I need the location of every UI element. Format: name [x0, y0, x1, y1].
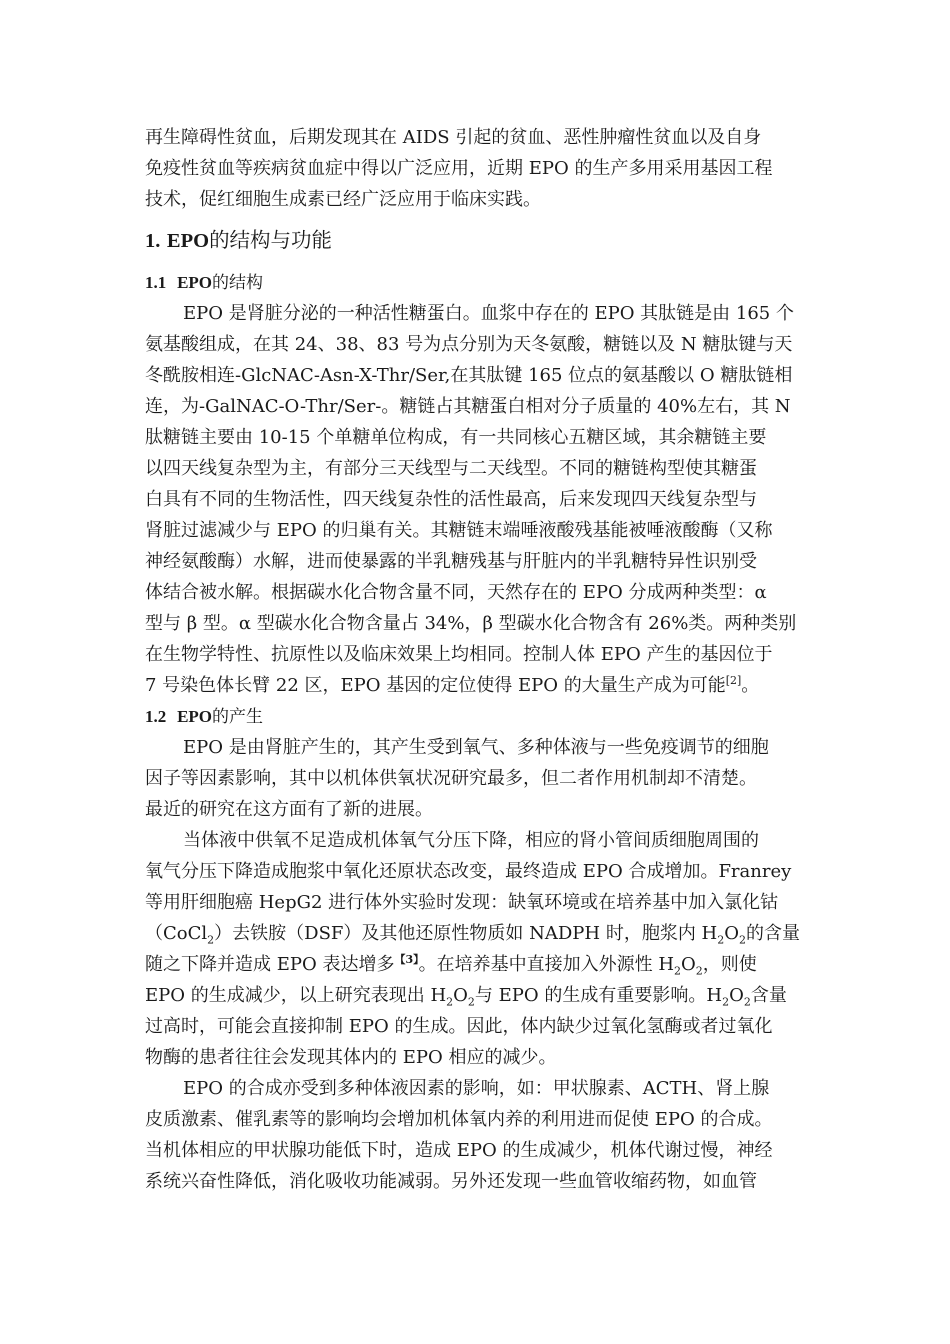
section-number: 1.1 [145, 273, 167, 292]
structure-paragraph [145, 298, 807, 701]
text-line: 皮质激素、催乳素等的影响均会增加机体氧内养的利用进而促使 EPO 的合成。 [145, 1109, 773, 1130]
text-line: 氨基酸组成，在其 24、38、83 号为点分别为天冬氨酸，糖链以及 N 糖肽键与天 [145, 334, 793, 355]
text-line: 过高时，可能会直接抑制 EPO 的生成。因此，体内缺少过氧化氢酶或者过氧化 [145, 1016, 773, 1037]
line-text: 。在培养基中直接加入外源性 H [418, 954, 675, 975]
text-line: 冬酰胺相连-GlcNAC-Asn-X-Thr/Ser,在其肽键 165 位点的氨基酸以 O 糖肽链相 [145, 365, 793, 386]
text-line [145, 918, 807, 949]
line-text: O [681, 954, 696, 975]
line-text: 的含量 [746, 923, 801, 944]
document-page [145, 122, 807, 1197]
text-line: 当体液中供氧不足造成机体氧气分压下降，相应的肾小管间质细胞周围的 [183, 830, 759, 851]
text-line: 以四天线复杂型为主，有部分三天线型与二天线型。不同的糖链构型使其糖蛋 [145, 458, 757, 479]
citation-ref: 【3】 [394, 953, 419, 966]
text-line: 因子等因素影响，其中以机体供氧状况研究最多，但二者作用机制却不清楚。 [145, 768, 757, 789]
subscript: 2 [722, 995, 730, 1009]
subscript: 2 [695, 964, 703, 978]
text-line: EPO 是肾脏分泌的一种活性糖蛋白。血浆中存在的 EPO 其肽链是由 165 个 [183, 303, 794, 324]
line-text: 随之下降并造成 EPO 表达增多 [145, 954, 395, 975]
subscript: 2 [743, 995, 751, 1009]
section-heading-1-1 [145, 267, 807, 298]
intro-paragraph [145, 122, 807, 215]
text-line [145, 670, 807, 701]
line-text: 与 EPO 的生成有重要影响。H [474, 985, 723, 1006]
text-line [145, 980, 807, 1011]
section-title: 的结构与功能 [209, 228, 333, 252]
text-line: 型与 β 型。α 型碳水化合物含量占 34%，β 型碳水化合物含有 26%类。两种类别 [145, 613, 797, 634]
production-paragraph-1 [145, 732, 807, 825]
line-text: EPO 的生成减少，以上研究表现出 H [145, 985, 447, 1006]
section-number: 1. [145, 230, 161, 252]
text-line: 肽糖链主要由 10-15 个单糖单位构成，有一共同核心五糖区域，其余糖链主要 [145, 427, 767, 448]
text-line: EPO 的合成亦受到多种体液因素的影响，如：甲状腺素、ACTH、肾上腺 [183, 1078, 770, 1099]
production-paragraph-3 [145, 1073, 807, 1197]
subscript: 2 [467, 995, 475, 1009]
text-line: 氧气分压下降造成胞浆中氧化还原状态改变，最终造成 EPO 合成增加。Franrey [145, 861, 792, 882]
section-number: 1.2 [145, 707, 167, 726]
text-line: 当机体相应的甲状腺功能低下时，造成 EPO 的生成减少，机体代谢过慢，神经 [145, 1140, 773, 1161]
text-line: 在生物学特性、抗原性以及临床效果上均相同。控制人体 EPO 产生的基因位于 [145, 644, 773, 665]
subscript: 2 [446, 995, 454, 1009]
line-tail: 。 [741, 675, 760, 696]
text-line: 白具有不同的生物活性，四天线复杂性的活性最高，后来发现四天线复杂型与 [145, 489, 757, 510]
text-line: 技术，促红细胞生成素已经广泛应用于临床实践。 [145, 189, 541, 210]
line-text: O [724, 923, 740, 944]
text-line: 体结合被水解。根据碳水化合物含量不同，天然存在的 EPO 分成两种类型：α [145, 582, 767, 603]
subscript: 2 [674, 964, 682, 978]
text-line: 神经氨酸酶）水解，进而使暴露的半乳糖残基与肝脏内的半乳糖特异性识别受 [145, 551, 757, 572]
text-line [145, 949, 807, 980]
line-text: （CoCl [145, 923, 208, 944]
section-code: EPO [177, 707, 213, 726]
text-line: 肾脏过滤减少与 EPO 的归巢有关。其糖链末端唾液酸残基能被唾液酸酶（又称 [145, 520, 773, 541]
text-line: 等用肝细胞癌 HepG2 进行体外实验时发现：缺氧环境或在培养基中加入氯化钴 [145, 892, 779, 913]
subscript: 2 [717, 933, 725, 947]
line-text: O [729, 985, 744, 1006]
text-line: 再生障碍性贫血，后期发现其在 AIDS 引起的贫血、恶性肿瘤性贫血以及自身 [145, 127, 762, 148]
text-line: 免疫性贫血等疾病贫血症中得以广泛应用，近期 EPO 的生产多用采用基因工程 [145, 158, 773, 179]
line-text: ，则使 [702, 954, 757, 975]
line-text: 含量 [750, 985, 787, 1006]
section-heading-1-2 [145, 701, 807, 732]
citation-ref: [2] [725, 674, 742, 687]
section-code: EPO [177, 273, 213, 292]
subscript: 2 [207, 933, 215, 947]
line-text: ）去铁胺（DSF）及其他还原性物质如 NADPH 时，胞浆内 H [214, 923, 718, 944]
text-line: 系统兴奋性降低，消化吸收功能减弱。另外还发现一些血管收缩药物，如血管 [145, 1171, 757, 1192]
line-text: 7 号染色体长臂 22 区，EPO 基因的定位使得 EPO 的大量生产成为可能 [145, 675, 726, 696]
text-line: 物酶的患者往往会发现其体内的 EPO 相应的减少。 [145, 1047, 557, 1068]
line-text: O [453, 985, 468, 1006]
section-title: 的结构 [212, 273, 264, 293]
section-code: EPO [166, 230, 210, 252]
text-line: 最近的研究在这方面有了新的进展。 [145, 799, 433, 820]
text-line: EPO 是由肾脏产生的，其产生受到氧气、多种体液与一些免疫调节的细胞 [183, 737, 769, 758]
section-heading-1 [145, 217, 807, 263]
text-line: 连，为-GalNAC-O-Thr/Ser-。糖链占其糖蛋白相对分子质量的 40%左右，其 N [145, 396, 791, 417]
production-paragraph-2 [145, 825, 807, 1073]
section-title: 的产生 [212, 707, 264, 727]
subscript: 2 [739, 933, 747, 947]
